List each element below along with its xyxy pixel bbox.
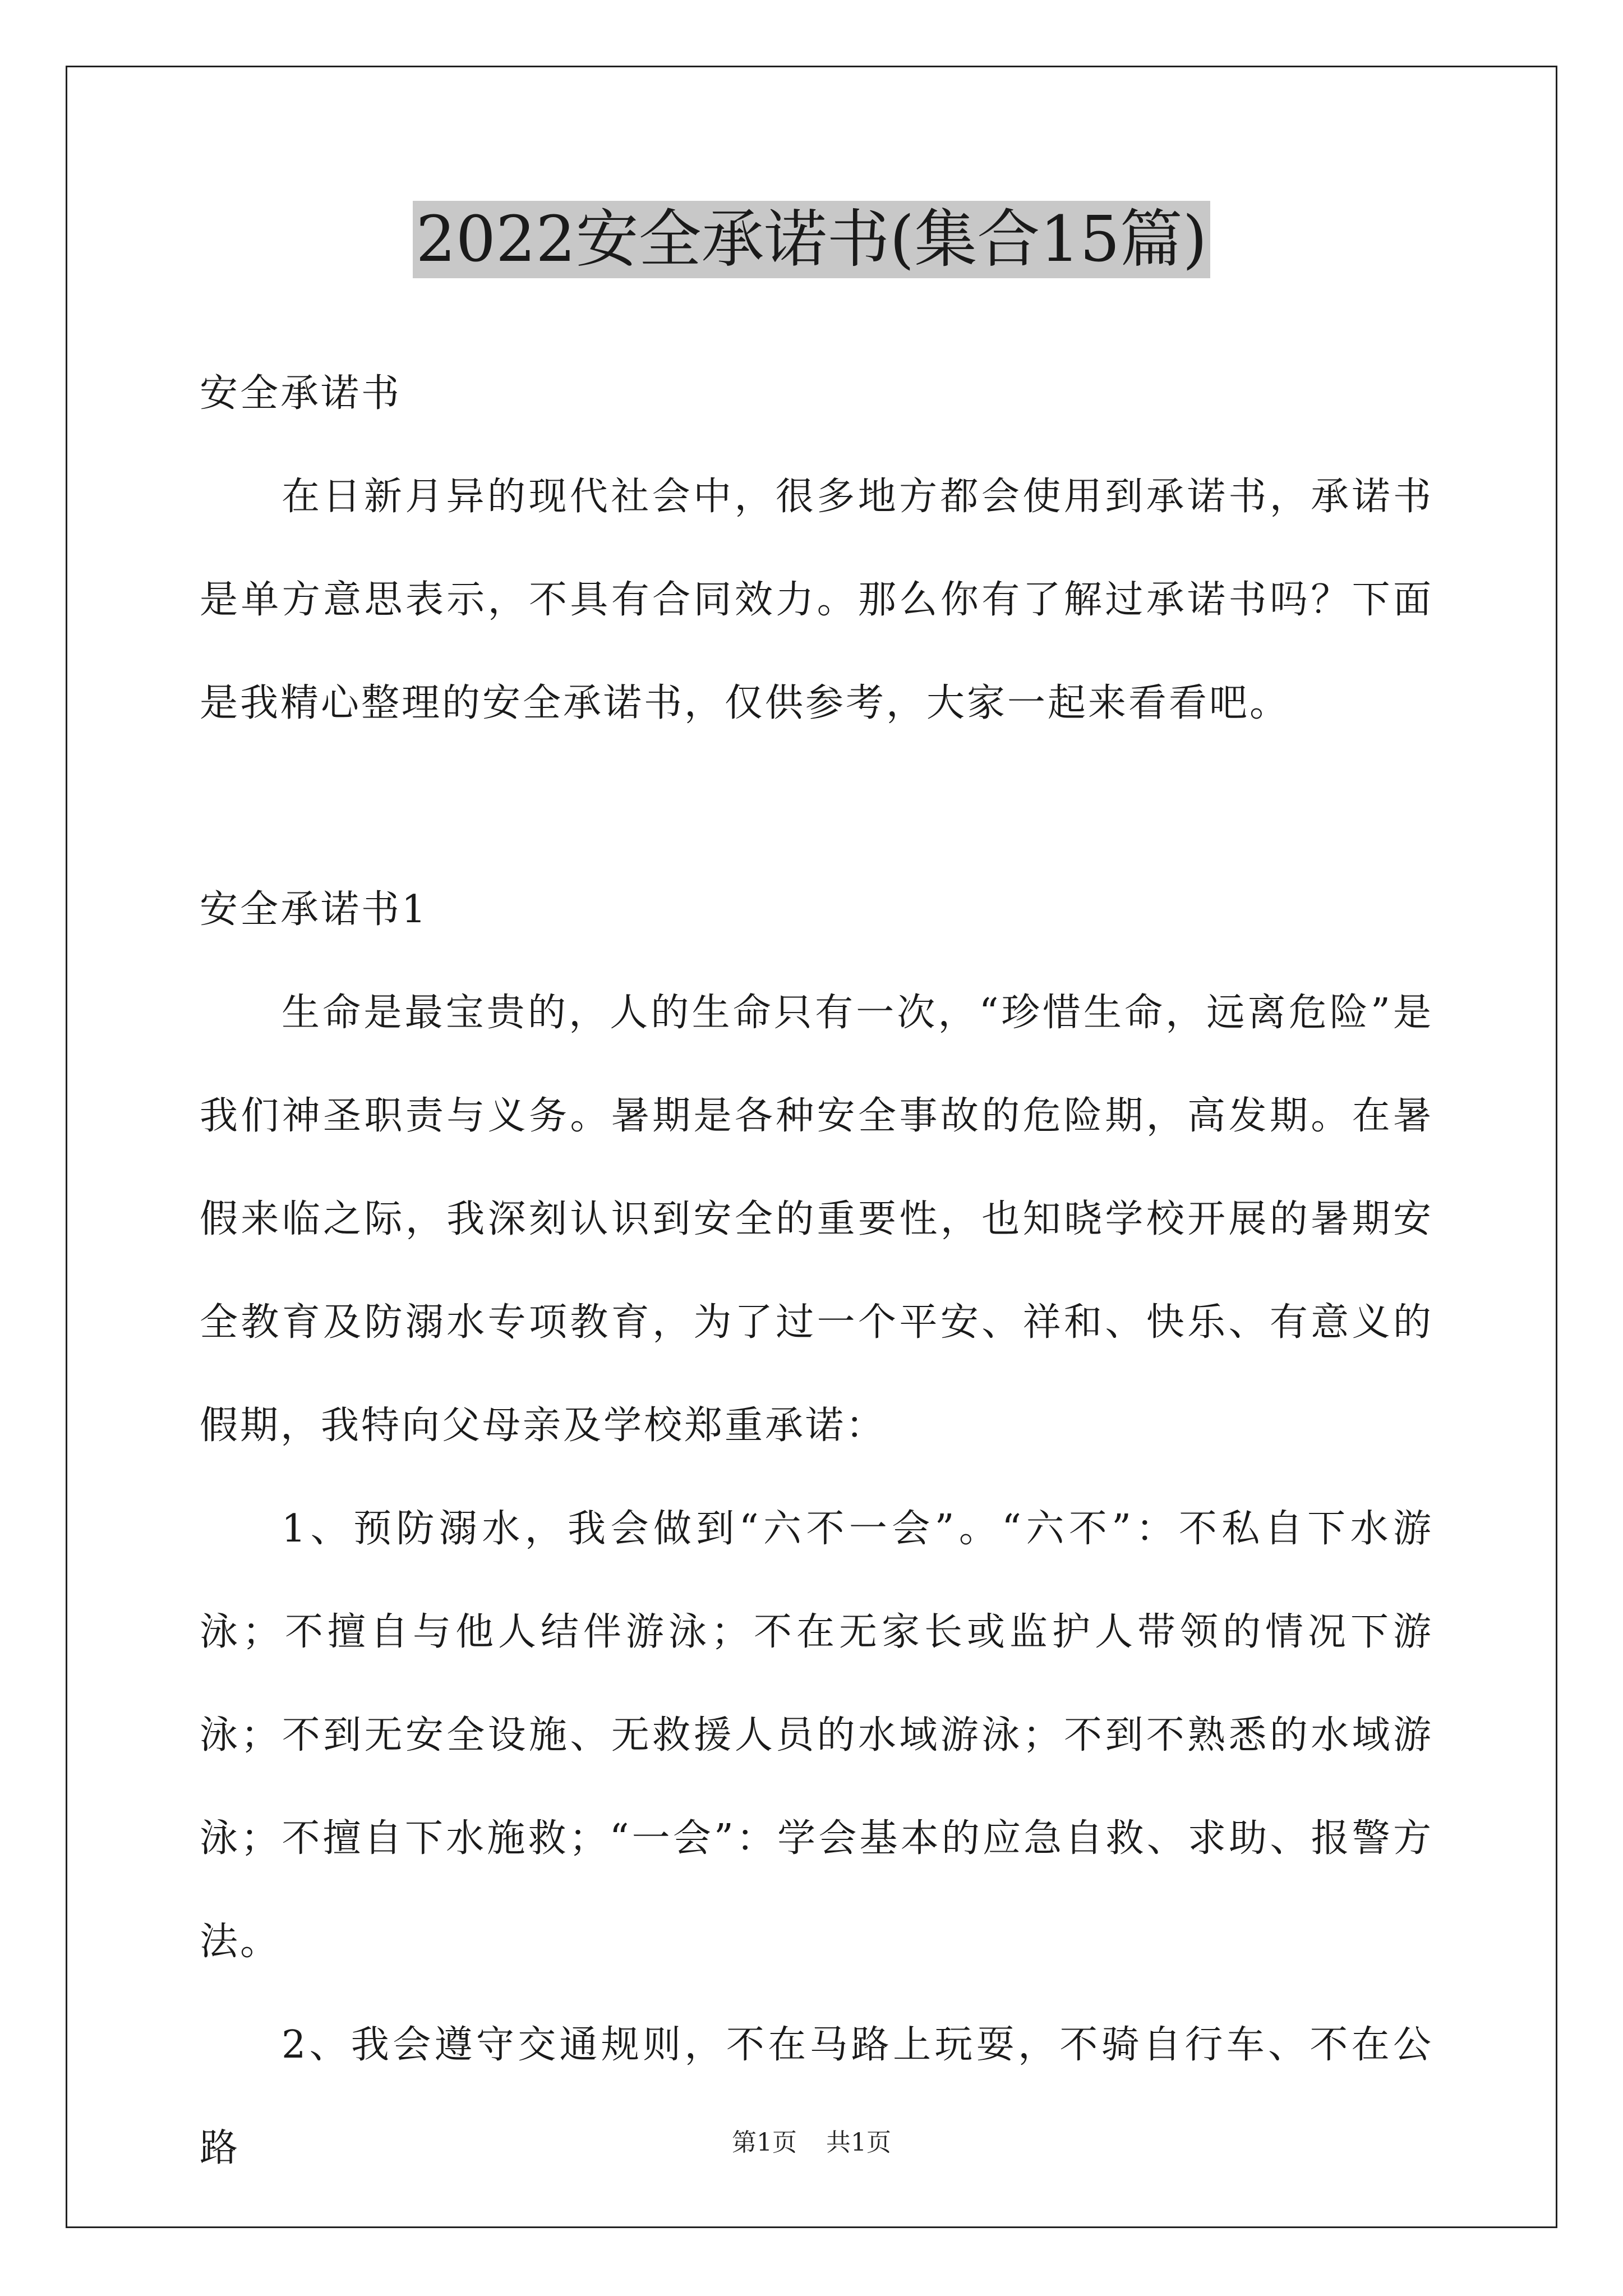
- intro-paragraph: 在日新月异的现代社会中，很多地方都会使用到承诺书，承诺书是单方意思表示，不具有合同效力。那么你有了解过承诺书吗？下面是我精心整理的安全承诺书，仅供参考，大家一起来看看吧。: [200, 475, 1433, 725]
- section1-paragraph: 生命是最宝贵的，人的生命只有一次，“珍惜生命，远离危险”是我们神圣职责与义务。暑期是各种安全事故的危险期，高发期。在暑假来临之际，我深刻认识到安全的重要性，也知晓学校开展的暑期安全教育及防溺水专项教育，为了过一个平安、祥和、快乐、有意义的假期，我特向父母亲及学校郑重承诺：: [200, 991, 1433, 1448]
- page-footer: [0, 2126, 1623, 2160]
- intro-heading: 安全承诺书: [200, 371, 402, 416]
- section1-item-1: 1、预防溺水，我会做到“六不一会”。“六不”：不私自下水游泳；不擅自与他人结伴游泳；不在无家长或监护人带领的情况下游泳；不到无安全设施、无救援人员的水域游泳；不到不熟悉的水域游泳；不擅自下水施救；“一会”：学会基本的应急自救、求助、报警方法。: [200, 1507, 1433, 1964]
- section-spacer: [200, 755, 1433, 858]
- page-number-current: 第1页: [732, 2128, 797, 2157]
- title-container: [0, 201, 1623, 278]
- page-number-total: 共1页: [826, 2128, 891, 2157]
- section1-item-2: 2、我会遵守交通规则，不在马路上玩耍，不骑自行车、不在公路: [200, 2023, 1433, 2170]
- document-title: 2022安全承诺书(集合15篇): [413, 201, 1211, 278]
- section1-heading: 安全承诺书1: [200, 887, 428, 932]
- document-body: [200, 342, 1433, 2200]
